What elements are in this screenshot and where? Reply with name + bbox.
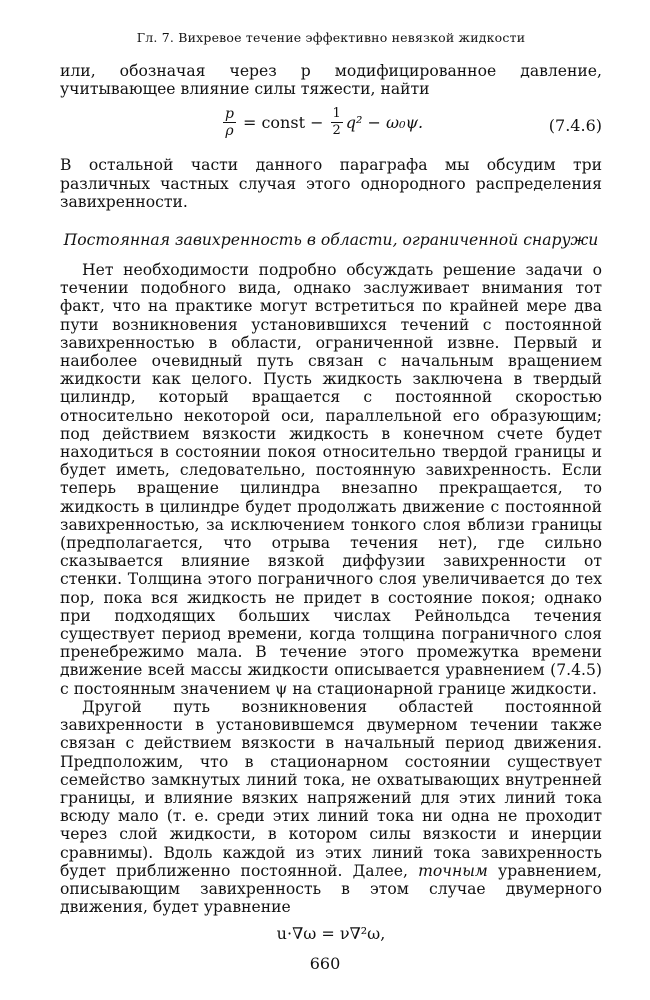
fraction-numerator: 1 xyxy=(332,106,341,122)
equation-body xyxy=(220,106,423,139)
paragraph-3: Нет необходимости подробно обсуждать решение задачи о течении подобного вида, однако заслуживает внимания тот факт, что на практике могут встретиться по крайней мере два пути возникновения установившихся течений с постоянной завихренностью в области, ограниченной извне. Первый и наиболее очевидный путь связан с начальным вращением жидкости как целого. Пусть жидкость заключена в твердый цилиндр, который вращается с постоянной скоростью относительно некоторой оси, параллельной его образующим; под действием вязкости жидкость в конечном счете будет находиться в состоянии покоя относительно твердой границы и будет иметь, следовательно, постоянную завихренность. Если теперь вращение цилиндра внезапно прекращается, то жидкость в цилиндре будет продолжать движение с постоянной завихренностью, за исключением тонкого слоя вблизи границы (предполагается, что отрыва течения нет), где сильно сказывается влияние вязкой диффузии завихренности от стенки. Толщина этого пограничного слоя увеличивается до тех пор, пока вся жидкость не придет в состояние покоя; однако при подходящих больших числах Рейнольдса течения существует период времени, когда толщина пограничного слоя пренебрежимо мала. В течение этого промежутка времени движение всей массы жидкости описывается уравнением (7.4.5) с постоянным значением ψ на стационарной границе жидкости. xyxy=(60,261,602,698)
fraction-one-half xyxy=(331,106,343,139)
paragraph-4 xyxy=(60,698,602,916)
page-number: 660 xyxy=(309,954,341,973)
paragraph-4-text: Другой путь возникновения областей постоянной завихренности в установившемся двумерном течении также связан с действием вязкости в начальный период движения. Предположим, что в стационарном состоянии существует семейство замкнутых линий тока, не охватывающих внутренней границы, и влияние вязких напряжений для этих линий тока всюду мало (т. е. среди этих линий тока ни одна не проходит через слой жидкости, в котором силы вязкости и инерции сравнимы). Вдоль каждой из этих линий тока завихренность будет приближенно постоянной. Далее, xyxy=(60,697,602,880)
equation-7-4-6 xyxy=(60,104,602,148)
paragraph-4-italic-word: точным xyxy=(418,861,488,880)
paragraph-2: В остальной части данного параграфа мы обсудим три различных частных случая этого однородного распределения завихренности. xyxy=(60,156,602,211)
running-head: Гл. 7. Вихревое течение эффективно невязкой жидкости xyxy=(136,30,526,45)
fraction-denominator: 2 xyxy=(332,123,341,139)
fraction-p-over-rho xyxy=(223,106,236,139)
section-title: Постоянная завихренность в области, ограниченной снаружи xyxy=(63,231,599,250)
fraction-numerator: p xyxy=(225,106,234,123)
equation-number: (7.4.6) xyxy=(548,116,602,136)
equals-const: = const − xyxy=(242,113,324,133)
fraction-denominator: ρ xyxy=(225,123,234,140)
page xyxy=(60,30,602,943)
paragraph-4-text-end: уравнением, описывающим завихренность в этом случае двумерного движения, будет уравнение xyxy=(60,861,602,917)
equation-vorticity: u·∇ω = ν∇²ω, xyxy=(276,924,386,944)
intro-paragraph: или, обозначая через p модифицированное давление, учитывающее влияние силы тяжести, найти xyxy=(60,62,602,99)
equation-rest: q² − ω₀ψ. xyxy=(345,113,424,133)
